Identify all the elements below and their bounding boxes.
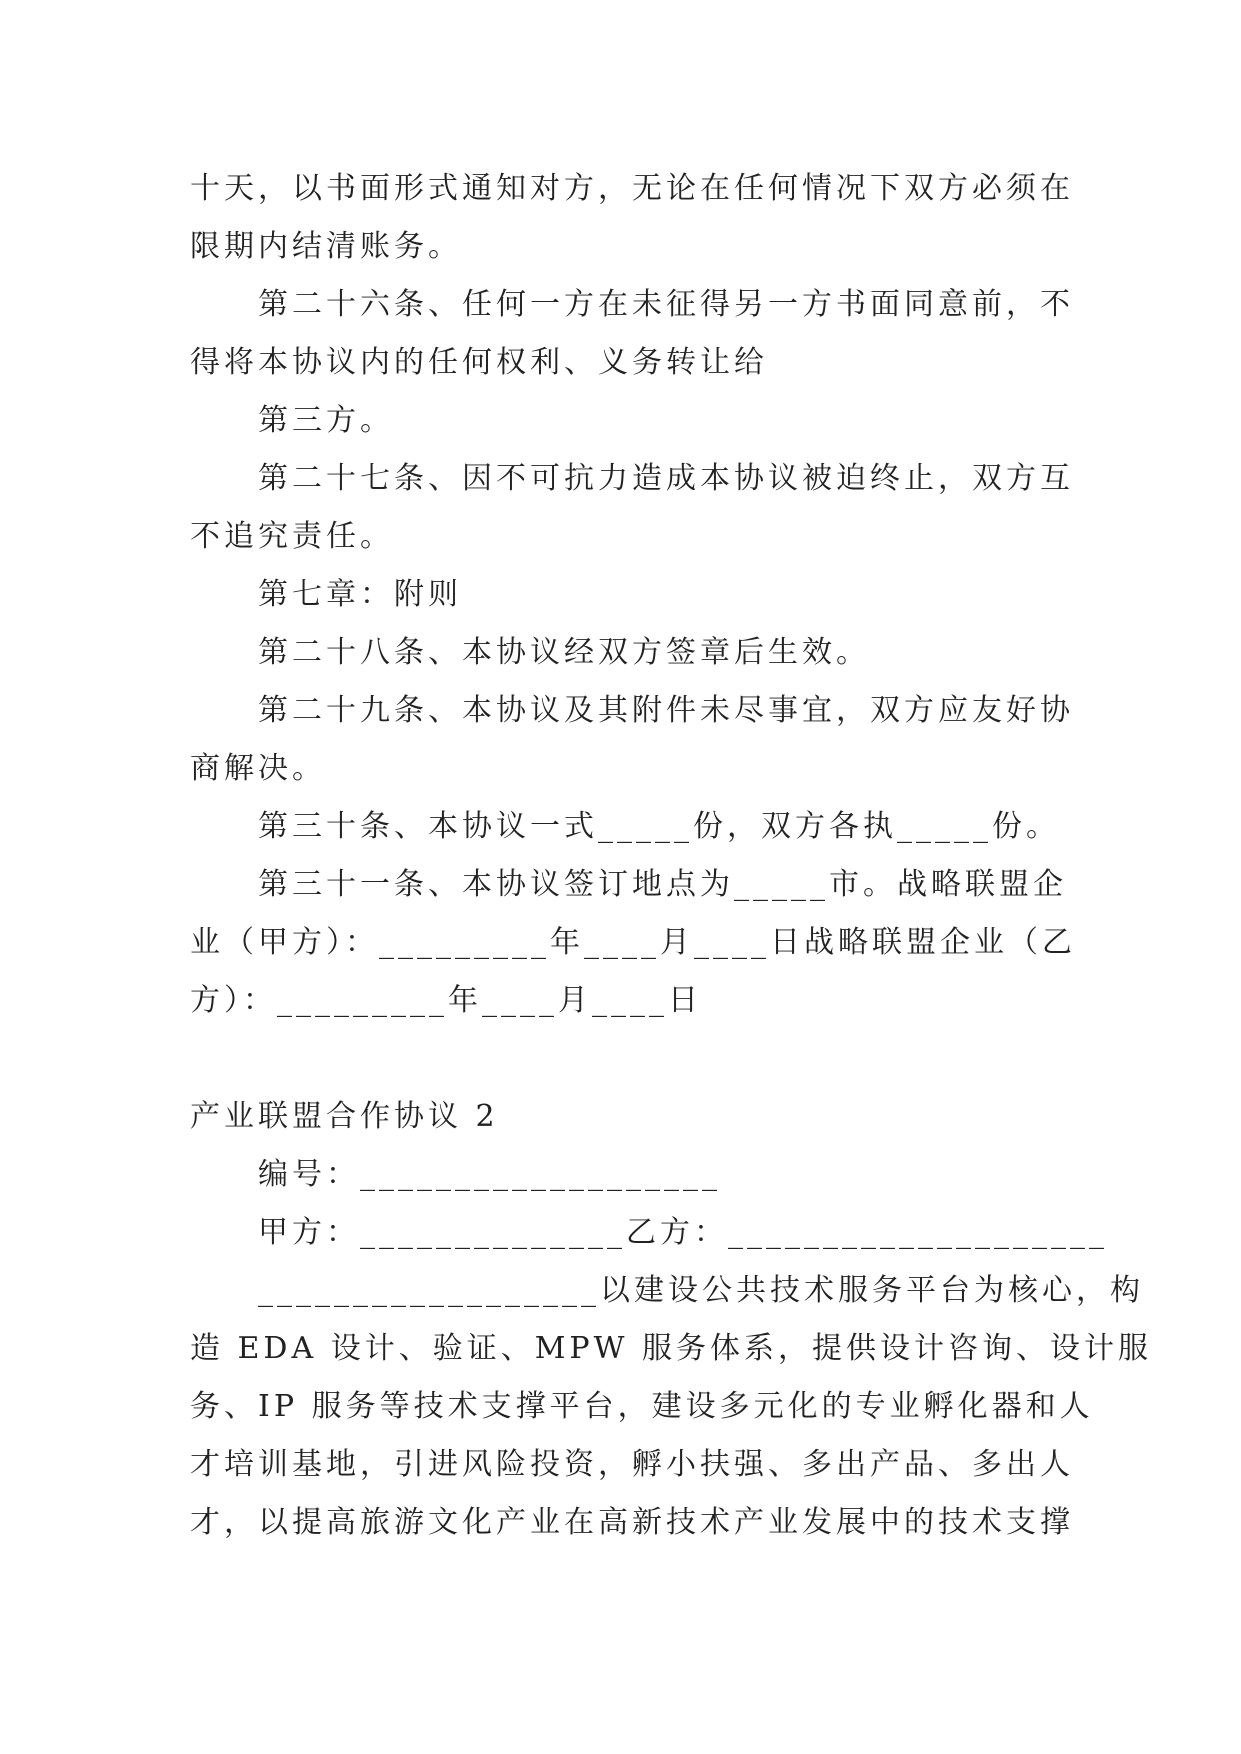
paragraph-line: __________________以建设公共技术服务平台为核心，构 — [258, 1273, 1144, 1308]
section-gap — [190, 1030, 1054, 1088]
paragraph-line: 限期内结清账务。 — [190, 229, 462, 264]
section-title: 产业联盟合作协议 2 — [190, 1099, 499, 1134]
document-body — [190, 160, 1152, 1552]
chapter-heading: 第七章：附则 — [258, 577, 462, 612]
paragraph-line: 才，以提高旅游文化产业在高新技术产业发展中的技术支撑 — [190, 1505, 1074, 1540]
paragraph-line: 商解决。 — [190, 751, 326, 786]
paragraph-line: 十天，以书面形式通知对方，无论在任何情况下双方必须在 — [190, 171, 1074, 206]
parties-field-line: 甲方：______________乙方：____________________ — [258, 1215, 1108, 1250]
paragraph-line: 造 EDA 设计、验证、MPW 服务体系，提供设计咨询、设计服 — [190, 1331, 1152, 1366]
paragraph-line: 才培训基地，引进风险投资，孵小扶强、多出产品、多出人 — [190, 1447, 1074, 1482]
paragraph-line: 务、IP 服务等技术支撑平台，建设多元化的专业孵化器和人 — [190, 1389, 1094, 1424]
number-field-line: 编号：___________________ — [258, 1157, 721, 1192]
article-29-line: 第二十九条、本协议及其附件未尽事宜，双方应友好协 — [258, 693, 1074, 728]
article-30-line: 第三十条、本协议一式_____份，双方各执_____份。 — [258, 809, 1060, 844]
paragraph-line: 得将本协议内的任何权利、义务转让给 — [190, 345, 768, 380]
article-28-line: 第二十八条、本协议经双方签章后生效。 — [258, 635, 870, 670]
paragraph-line: 不追究责任。 — [190, 519, 394, 554]
signature-line-party-b: 方）：_________年____月____日 — [190, 983, 702, 1018]
signature-line-party-a: 业（甲方）：_________年____月____日战略联盟企业（乙 — [190, 925, 1076, 960]
article-27-line: 第二十七条、因不可抗力造成本协议被迫终止，双方互 — [258, 461, 1074, 496]
article-31-line: 第三十一条、本协议签订地点为_____市。战略联盟企 — [258, 867, 1067, 902]
article-26-line: 第二十六条、任何一方在未征得另一方书面同意前，不 — [258, 287, 1074, 322]
paragraph-line: 第三方。 — [258, 403, 394, 438]
